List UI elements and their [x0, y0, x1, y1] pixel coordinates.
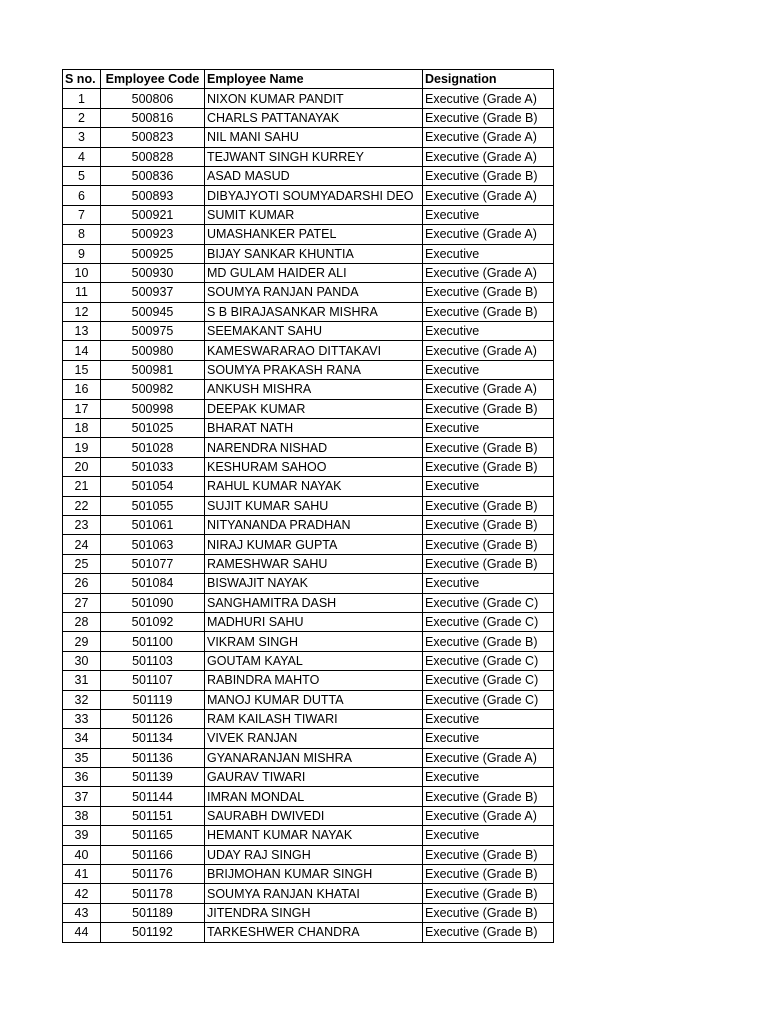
table-row — [63, 341, 554, 360]
cell-employee-code: 500816 — [101, 108, 205, 127]
table-row — [63, 244, 554, 263]
header-employee-name: Employee Name — [205, 70, 423, 89]
table-row — [63, 593, 554, 612]
table-row — [63, 651, 554, 670]
cell-employee-name: BHARAT NATH — [205, 419, 423, 438]
cell-designation: Executive (Grade A) — [423, 128, 554, 147]
cell-employee-code: 501077 — [101, 554, 205, 573]
table-row — [63, 709, 554, 728]
cell-employee-code: 501166 — [101, 845, 205, 864]
cell-employee-name: KESHURAM SAHOO — [205, 457, 423, 476]
table-row — [63, 768, 554, 787]
cell-designation: Executive — [423, 360, 554, 379]
header-sno: S no. — [63, 70, 101, 89]
header-employee-code: Employee Code — [101, 70, 205, 89]
cell-employee-name: GAURAV TIWARI — [205, 768, 423, 787]
cell-sno: 1 — [63, 89, 101, 108]
cell-sno: 32 — [63, 690, 101, 709]
cell-employee-code: 500836 — [101, 166, 205, 185]
cell-employee-name: TEJWANT SINGH KURREY — [205, 147, 423, 166]
cell-sno: 23 — [63, 515, 101, 534]
cell-employee-code: 500806 — [101, 89, 205, 108]
cell-employee-code: 501055 — [101, 496, 205, 515]
cell-designation: Executive (Grade A) — [423, 186, 554, 205]
cell-sno: 2 — [63, 108, 101, 127]
cell-sno: 33 — [63, 709, 101, 728]
cell-employee-name: SANGHAMITRA DASH — [205, 593, 423, 612]
cell-designation: Executive (Grade B) — [423, 438, 554, 457]
cell-sno: 10 — [63, 263, 101, 282]
table-row — [63, 302, 554, 321]
cell-employee-name: RABINDRA MAHTO — [205, 671, 423, 690]
cell-designation: Executive (Grade A) — [423, 380, 554, 399]
cell-employee-code: 501025 — [101, 419, 205, 438]
cell-designation: Executive (Grade B) — [423, 108, 554, 127]
cell-employee-name: BIJAY SANKAR KHUNTIA — [205, 244, 423, 263]
cell-employee-code: 501054 — [101, 477, 205, 496]
cell-employee-name: JITENDRA SINGH — [205, 903, 423, 922]
cell-employee-name: GOUTAM KAYAL — [205, 651, 423, 670]
cell-employee-code: 501151 — [101, 806, 205, 825]
cell-employee-code: 500945 — [101, 302, 205, 321]
cell-employee-name: SOUMYA RANJAN KHATAI — [205, 884, 423, 903]
table-row — [63, 574, 554, 593]
cell-employee-code: 500823 — [101, 128, 205, 147]
cell-designation: Executive — [423, 826, 554, 845]
table-row — [63, 903, 554, 922]
cell-designation: Executive (Grade C) — [423, 671, 554, 690]
cell-sno: 9 — [63, 244, 101, 263]
cell-sno: 36 — [63, 768, 101, 787]
cell-designation: Executive (Grade B) — [423, 884, 554, 903]
cell-employee-name: BISWAJIT NAYAK — [205, 574, 423, 593]
cell-employee-name: SUJIT KUMAR SAHU — [205, 496, 423, 515]
cell-employee-code: 501090 — [101, 593, 205, 612]
cell-employee-code: 501136 — [101, 748, 205, 767]
cell-designation: Executive — [423, 205, 554, 224]
table-row — [63, 748, 554, 767]
cell-designation: Executive — [423, 768, 554, 787]
cell-employee-name: NIL MANI SAHU — [205, 128, 423, 147]
cell-sno: 30 — [63, 651, 101, 670]
cell-designation: Executive — [423, 574, 554, 593]
cell-sno: 22 — [63, 496, 101, 515]
cell-employee-name: SOUMYA RANJAN PANDA — [205, 283, 423, 302]
cell-sno: 14 — [63, 341, 101, 360]
cell-designation: Executive — [423, 244, 554, 263]
cell-sno: 8 — [63, 225, 101, 244]
cell-sno: 31 — [63, 671, 101, 690]
cell-sno: 4 — [63, 147, 101, 166]
header-designation: Designation — [423, 70, 554, 89]
cell-employee-code: 500893 — [101, 186, 205, 205]
cell-sno: 7 — [63, 205, 101, 224]
cell-employee-name: VIKRAM SINGH — [205, 632, 423, 651]
cell-sno: 27 — [63, 593, 101, 612]
employee-table — [62, 69, 554, 943]
cell-employee-name: UDAY RAJ SINGH — [205, 845, 423, 864]
cell-employee-name: MD GULAM HAIDER ALI — [205, 263, 423, 282]
cell-employee-name: GYANARANJAN MISHRA — [205, 748, 423, 767]
cell-sno: 16 — [63, 380, 101, 399]
cell-employee-name: VIVEK RANJAN — [205, 729, 423, 748]
cell-employee-name: HEMANT KUMAR NAYAK — [205, 826, 423, 845]
cell-designation: Executive (Grade C) — [423, 593, 554, 612]
table-row — [63, 787, 554, 806]
cell-designation: Executive (Grade B) — [423, 496, 554, 515]
cell-designation: Executive (Grade B) — [423, 457, 554, 476]
cell-employee-code: 501134 — [101, 729, 205, 748]
cell-designation: Executive (Grade B) — [423, 554, 554, 573]
table-row — [63, 884, 554, 903]
cell-employee-code: 500980 — [101, 341, 205, 360]
table-row — [63, 89, 554, 108]
cell-employee-code: 500921 — [101, 205, 205, 224]
cell-employee-code: 501107 — [101, 671, 205, 690]
cell-designation: Executive (Grade B) — [423, 535, 554, 554]
cell-employee-code: 500982 — [101, 380, 205, 399]
cell-sno: 19 — [63, 438, 101, 457]
table-row — [63, 496, 554, 515]
cell-employee-name: IMRAN MONDAL — [205, 787, 423, 806]
cell-employee-code: 501092 — [101, 612, 205, 631]
cell-designation: Executive (Grade B) — [423, 515, 554, 534]
table-row — [63, 380, 554, 399]
cell-employee-code: 501084 — [101, 574, 205, 593]
cell-designation: Executive (Grade B) — [423, 923, 554, 942]
cell-employee-name: TARKESHWER CHANDRA — [205, 923, 423, 942]
table-row — [63, 263, 554, 282]
cell-designation: Executive (Grade B) — [423, 632, 554, 651]
table-row — [63, 845, 554, 864]
cell-sno: 17 — [63, 399, 101, 418]
cell-employee-name: CHARLS PATTANAYAK — [205, 108, 423, 127]
table-row — [63, 515, 554, 534]
cell-employee-name: KAMESWARARAO DITTAKAVI — [205, 341, 423, 360]
cell-employee-code: 501100 — [101, 632, 205, 651]
cell-employee-code: 501063 — [101, 535, 205, 554]
cell-employee-name: DIBYAJYOTI SOUMYADARSHI DEO — [205, 186, 423, 205]
cell-employee-code: 500930 — [101, 263, 205, 282]
cell-designation: Executive (Grade A) — [423, 147, 554, 166]
cell-designation: Executive — [423, 477, 554, 496]
table-row — [63, 612, 554, 631]
table-row — [63, 205, 554, 224]
cell-employee-name: SEEMAKANT SAHU — [205, 322, 423, 341]
cell-employee-code: 501033 — [101, 457, 205, 476]
table-row — [63, 419, 554, 438]
cell-sno: 34 — [63, 729, 101, 748]
cell-employee-name: UMASHANKER PATEL — [205, 225, 423, 244]
cell-designation: Executive — [423, 419, 554, 438]
cell-designation: Executive (Grade B) — [423, 302, 554, 321]
cell-designation: Executive (Grade C) — [423, 651, 554, 670]
table-row — [63, 438, 554, 457]
cell-designation: Executive (Grade B) — [423, 283, 554, 302]
table-row — [63, 477, 554, 496]
cell-employee-name: SUMIT KUMAR — [205, 205, 423, 224]
cell-sno: 5 — [63, 166, 101, 185]
table-row — [63, 166, 554, 185]
cell-employee-code: 500981 — [101, 360, 205, 379]
cell-designation: Executive (Grade A) — [423, 806, 554, 825]
cell-sno: 21 — [63, 477, 101, 496]
cell-employee-name: NARENDRA NISHAD — [205, 438, 423, 457]
cell-employee-name: SOUMYA PRAKASH RANA — [205, 360, 423, 379]
cell-sno: 18 — [63, 419, 101, 438]
header-row — [63, 70, 554, 89]
cell-designation: Executive — [423, 322, 554, 341]
table-row — [63, 690, 554, 709]
cell-employee-code: 500925 — [101, 244, 205, 263]
table-row — [63, 283, 554, 302]
cell-designation: Executive (Grade B) — [423, 787, 554, 806]
table-row — [63, 186, 554, 205]
cell-employee-code: 501178 — [101, 884, 205, 903]
cell-designation: Executive (Grade A) — [423, 225, 554, 244]
cell-employee-code: 501061 — [101, 515, 205, 534]
table-row — [63, 806, 554, 825]
cell-employee-name: SAURABH DWIVEDI — [205, 806, 423, 825]
cell-sno: 15 — [63, 360, 101, 379]
cell-designation: Executive (Grade C) — [423, 612, 554, 631]
cell-employee-code: 501144 — [101, 787, 205, 806]
cell-employee-name: S B BIRAJASANKAR MISHRA — [205, 302, 423, 321]
cell-sno: 41 — [63, 865, 101, 884]
cell-employee-code: 501119 — [101, 690, 205, 709]
table-row — [63, 457, 554, 476]
cell-employee-code: 500975 — [101, 322, 205, 341]
cell-sno: 40 — [63, 845, 101, 864]
cell-sno: 37 — [63, 787, 101, 806]
cell-employee-name: NIXON KUMAR PANDIT — [205, 89, 423, 108]
cell-employee-name: RAM KAILASH TIWARI — [205, 709, 423, 728]
cell-designation: Executive (Grade A) — [423, 341, 554, 360]
cell-designation: Executive (Grade B) — [423, 845, 554, 864]
cell-designation: Executive (Grade A) — [423, 263, 554, 282]
cell-employee-code: 501176 — [101, 865, 205, 884]
cell-designation: Executive (Grade B) — [423, 399, 554, 418]
cell-employee-code: 501189 — [101, 903, 205, 922]
table-row — [63, 128, 554, 147]
table-row — [63, 865, 554, 884]
cell-sno: 20 — [63, 457, 101, 476]
table-row — [63, 147, 554, 166]
cell-employee-code: 500828 — [101, 147, 205, 166]
table-row — [63, 108, 554, 127]
cell-employee-name: MADHURI SAHU — [205, 612, 423, 631]
table-row — [63, 535, 554, 554]
cell-designation: Executive (Grade C) — [423, 690, 554, 709]
cell-sno: 12 — [63, 302, 101, 321]
cell-designation: Executive (Grade B) — [423, 865, 554, 884]
cell-sno: 24 — [63, 535, 101, 554]
table-row — [63, 225, 554, 244]
table-row — [63, 923, 554, 942]
cell-employee-code: 500998 — [101, 399, 205, 418]
cell-sno: 28 — [63, 612, 101, 631]
cell-designation: Executive (Grade A) — [423, 89, 554, 108]
table-row — [63, 554, 554, 573]
cell-designation: Executive (Grade A) — [423, 748, 554, 767]
cell-employee-code: 500923 — [101, 225, 205, 244]
cell-sno: 44 — [63, 923, 101, 942]
cell-employee-code: 500937 — [101, 283, 205, 302]
cell-sno: 29 — [63, 632, 101, 651]
cell-employee-name: RAMESHWAR SAHU — [205, 554, 423, 573]
cell-employee-name: DEEPAK KUMAR — [205, 399, 423, 418]
cell-employee-code: 501028 — [101, 438, 205, 457]
cell-employee-code: 501103 — [101, 651, 205, 670]
table-row — [63, 826, 554, 845]
cell-employee-name: RAHUL KUMAR NAYAK — [205, 477, 423, 496]
cell-sno: 13 — [63, 322, 101, 341]
cell-sno: 35 — [63, 748, 101, 767]
table-row — [63, 632, 554, 651]
cell-employee-code: 501126 — [101, 709, 205, 728]
cell-employee-name: ANKUSH MISHRA — [205, 380, 423, 399]
cell-employee-name: NIRAJ KUMAR GUPTA — [205, 535, 423, 554]
cell-sno: 42 — [63, 884, 101, 903]
cell-employee-name: BRIJMOHAN KUMAR SINGH — [205, 865, 423, 884]
cell-sno: 11 — [63, 283, 101, 302]
table-row — [63, 360, 554, 379]
cell-employee-name: MANOJ KUMAR DUTTA — [205, 690, 423, 709]
table-row — [63, 671, 554, 690]
cell-designation: Executive (Grade B) — [423, 903, 554, 922]
cell-sno: 39 — [63, 826, 101, 845]
cell-employee-name: NITYANANDA PRADHAN — [205, 515, 423, 534]
cell-sno: 3 — [63, 128, 101, 147]
cell-sno: 25 — [63, 554, 101, 573]
cell-sno: 43 — [63, 903, 101, 922]
cell-employee-code: 501192 — [101, 923, 205, 942]
cell-designation: Executive — [423, 709, 554, 728]
cell-employee-code: 501165 — [101, 826, 205, 845]
table-row — [63, 399, 554, 418]
cell-employee-code: 501139 — [101, 768, 205, 787]
cell-designation: Executive (Grade B) — [423, 166, 554, 185]
cell-sno: 6 — [63, 186, 101, 205]
cell-sno: 26 — [63, 574, 101, 593]
table-row — [63, 729, 554, 748]
cell-employee-name: ASAD MASUD — [205, 166, 423, 185]
cell-designation: Executive — [423, 729, 554, 748]
cell-sno: 38 — [63, 806, 101, 825]
table-row — [63, 322, 554, 341]
